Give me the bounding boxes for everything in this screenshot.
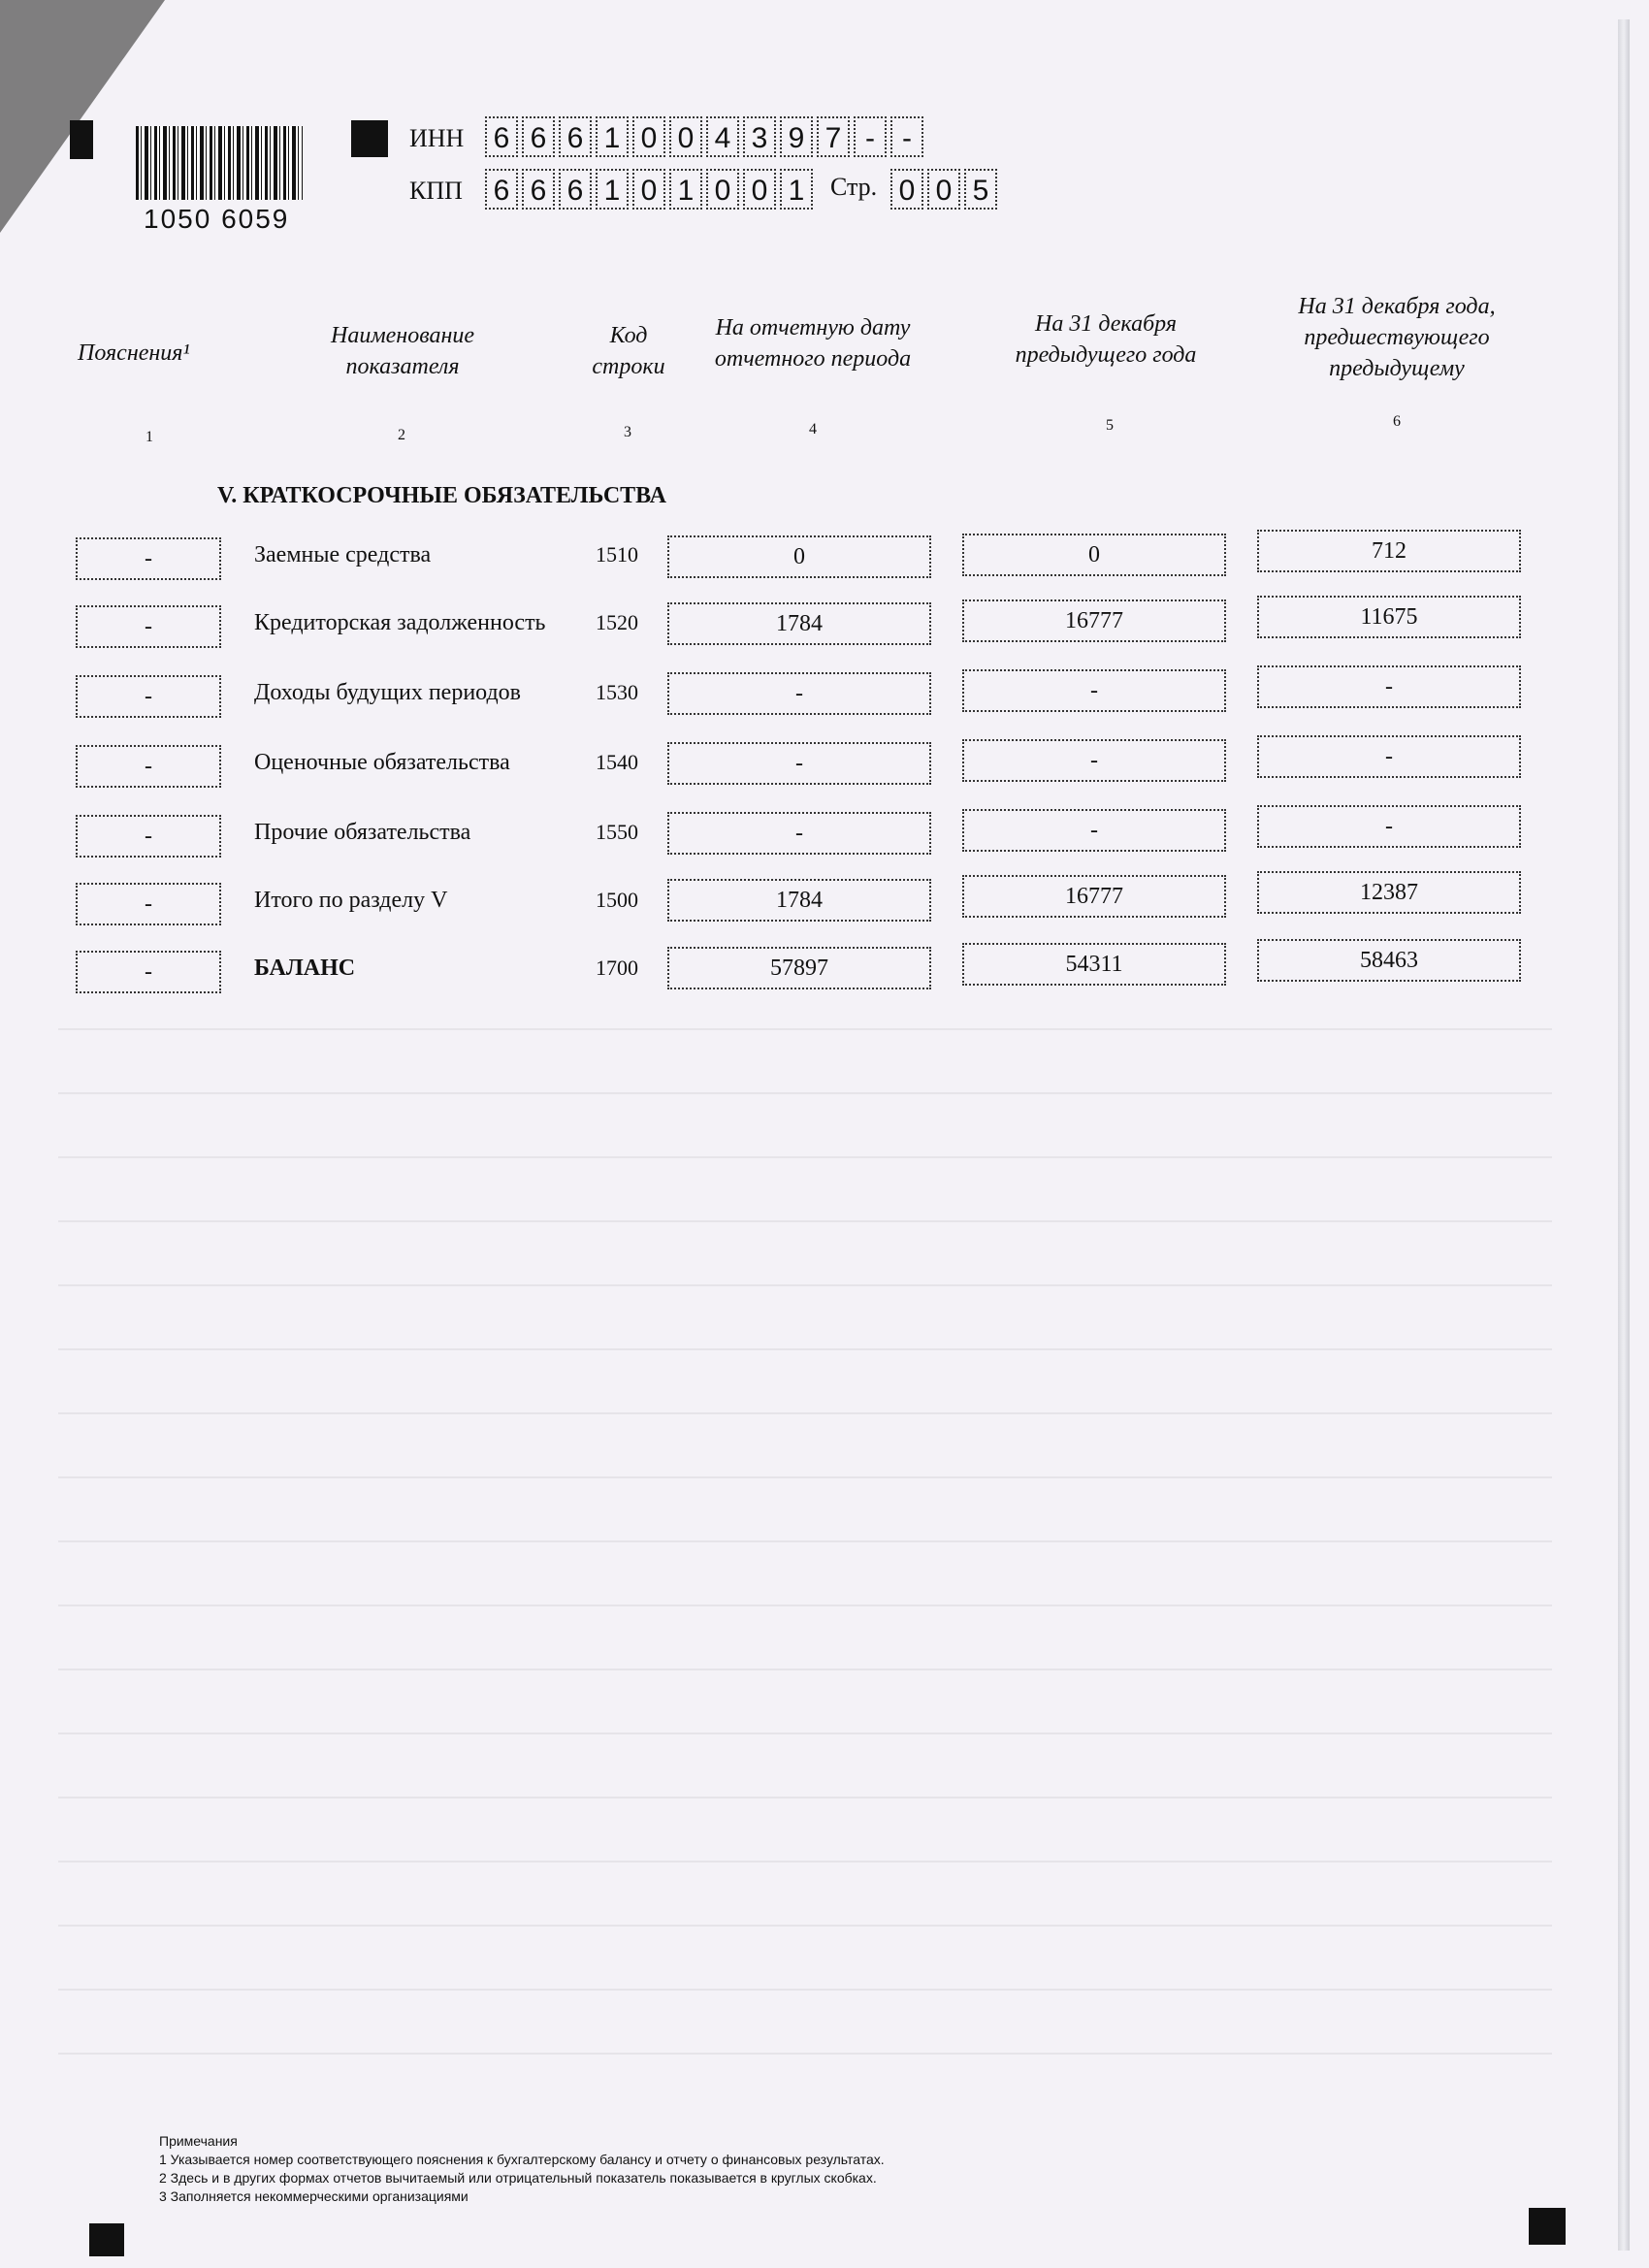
note-cell: - [76, 605, 221, 648]
row-code: 1540 [596, 750, 638, 774]
value-current: - [667, 672, 931, 715]
value-current: 1784 [667, 879, 931, 922]
row-name: Прочие обязательства [254, 820, 471, 845]
col-header-code: Код строки [592, 323, 665, 379]
note-cell: - [76, 815, 221, 858]
inn-digit: 3 [743, 116, 776, 157]
footnotes [159, 2132, 885, 2206]
row-code: 1550 [596, 820, 638, 844]
table-row [0, 879, 1649, 929]
inn-cells [485, 116, 927, 157]
bleed-through-background [58, 1028, 1552, 2066]
footnote-1: 1 Указывается номер соответствующего пояснения к бухгалтерскому балансу и отчету о финансовых результатах. [159, 2152, 885, 2167]
value-prev: - [962, 669, 1226, 712]
col-header-notes: Пояснения¹ [78, 340, 190, 366]
col-number-3: 3 [624, 424, 631, 440]
value-prev2: 712 [1257, 530, 1521, 572]
inn-digit: 6 [522, 116, 555, 157]
row-code: 1530 [596, 680, 638, 704]
value-current: - [667, 742, 931, 785]
table-row [0, 741, 1649, 792]
table-row [0, 601, 1649, 652]
value-prev: 16777 [962, 875, 1226, 918]
row-name: Итого по разделу V [254, 888, 448, 913]
note-cell: - [76, 883, 221, 925]
kpp-label: КПП [409, 177, 463, 205]
inn-digit: 6 [559, 116, 592, 157]
kpp-digit: 0 [743, 169, 776, 210]
value-prev: - [962, 739, 1226, 782]
note-cell: - [76, 745, 221, 788]
col-number-6: 6 [1393, 413, 1401, 430]
inn-digit: 9 [780, 116, 813, 157]
table-row [0, 671, 1649, 722]
value-current: 1784 [667, 602, 931, 645]
kpp-digit: 6 [559, 169, 592, 210]
page-digit: 0 [927, 169, 960, 210]
barcode [136, 126, 303, 200]
value-prev2: - [1257, 665, 1521, 708]
value-prev: 54311 [962, 943, 1226, 986]
inn-digit: 4 [706, 116, 739, 157]
footnotes-title: Примечания [159, 2133, 238, 2149]
row-code: 1500 [596, 888, 638, 912]
value-prev: 0 [962, 534, 1226, 576]
kpp-digit: 6 [485, 169, 518, 210]
page-cells [890, 169, 1001, 210]
col-number-4: 4 [809, 421, 817, 437]
page-edge [1618, 19, 1630, 2251]
col-header-prev: На 31 декабря предыдущего года [1015, 311, 1197, 368]
value-prev2: - [1257, 805, 1521, 848]
table-row [0, 534, 1649, 584]
value-prev2: - [1257, 735, 1521, 778]
row-name: Заемные средства [254, 542, 432, 567]
footnote-3: 3 Заполняется некоммерческими организациями [159, 2188, 469, 2204]
row-name: Доходы будущих периодов [254, 680, 522, 705]
section-title: V. КРАТКОСРОЧНЫЕ ОБЯЗАТЕЛЬСТВА [217, 483, 666, 508]
col-number-2: 2 [398, 427, 405, 443]
value-current: 0 [667, 535, 931, 578]
inn-label: ИНН [409, 124, 465, 152]
value-prev2: 11675 [1257, 596, 1521, 638]
inn-digit: 6 [485, 116, 518, 157]
corner-marker-bottom-right [1529, 2208, 1566, 2245]
col-number-1: 1 [146, 429, 153, 445]
inn-digit: - [890, 116, 923, 157]
value-prev: 16777 [962, 599, 1226, 642]
kpp-digit: 0 [706, 169, 739, 210]
corner-marker-left [70, 120, 93, 159]
row-code: 1700 [596, 956, 638, 980]
note-cell: - [76, 537, 221, 580]
value-prev2: 58463 [1257, 939, 1521, 982]
kpp-digit: 6 [522, 169, 555, 210]
col-number-5: 5 [1106, 417, 1114, 434]
note-cell: - [76, 951, 221, 993]
value-current: - [667, 812, 931, 855]
col-header-name: Наименование показателя [330, 323, 475, 379]
barcode-number: 1050 6059 [144, 204, 290, 234]
page-digit: 5 [964, 169, 997, 210]
col-header-current: На отчетную дату отчетного периода [714, 315, 912, 372]
row-name: Кредиторская задолженность [254, 610, 546, 635]
inn-digit: 0 [632, 116, 665, 157]
row-code: 1520 [596, 610, 638, 634]
value-prev2: 12387 [1257, 871, 1521, 914]
row-name: Оценочные обязательства [254, 750, 510, 775]
kpp-digit: 1 [780, 169, 813, 210]
inn-digit: 7 [817, 116, 850, 157]
kpp-cells [485, 169, 817, 210]
kpp-digit: 1 [596, 169, 629, 210]
kpp-digit: 0 [632, 169, 665, 210]
inn-digit: - [854, 116, 887, 157]
table-row [0, 947, 1649, 997]
kpp-digit: 1 [669, 169, 702, 210]
page-label: Стр. [830, 173, 878, 201]
corner-marker-top [351, 120, 388, 157]
row-code: 1510 [596, 542, 638, 567]
col-header-prev2: На 31 декабря года, предшествующего предыдущему [1298, 294, 1496, 381]
footnote-2: 2 Здесь и в других формах отчетов вычитаемый или отрицательный показатель показывается в круглых скобках. [159, 2170, 877, 2186]
value-current: 57897 [667, 947, 931, 989]
note-cell: - [76, 675, 221, 718]
corner-marker-bottom-left [89, 2223, 124, 2256]
value-prev: - [962, 809, 1226, 852]
inn-digit: 1 [596, 116, 629, 157]
row-name: БАЛАНС [254, 956, 356, 981]
page-digit: 0 [890, 169, 923, 210]
inn-digit: 0 [669, 116, 702, 157]
table-row [0, 811, 1649, 861]
